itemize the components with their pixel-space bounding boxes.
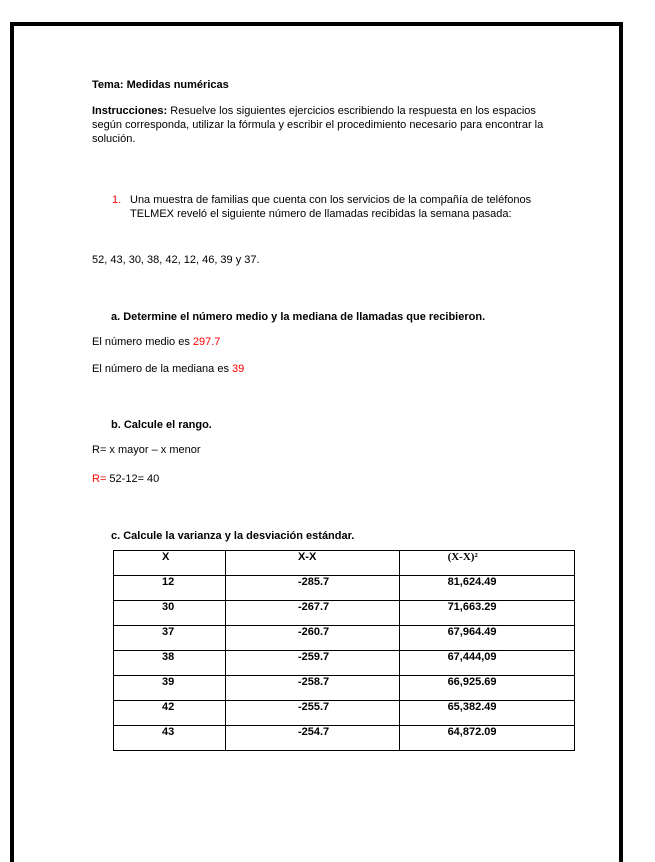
header-x-minus-mean: X-X — [225, 551, 399, 576]
instructions-paragraph — [92, 104, 562, 146]
part-a-heading: a. Determine el número medio y la mediana de llamadas que recibieron. — [111, 311, 486, 323]
cell-squared-deviation: 66,925.69 — [399, 676, 574, 701]
median-line — [92, 362, 244, 376]
cell-deviation: -285.7 — [225, 576, 399, 601]
table-header-row — [114, 551, 575, 576]
problem-1-statement: Una muestra de familias que cuenta con los servicios de la compañía de teléfonos TELMEX reveló el siguiente número de llamadas recibidas la semana pasada: — [130, 194, 532, 220]
cell-deviation: -259.7 — [225, 651, 399, 676]
range-result — [92, 472, 159, 486]
median-label: El número de la mediana es — [92, 363, 233, 375]
range-result-label: R= — [92, 473, 107, 485]
header-x: X — [114, 551, 226, 576]
topic-title: Tema: Medidas numéricas — [92, 79, 229, 91]
table-row — [114, 701, 575, 726]
mean-label: El número medio es — [92, 336, 193, 348]
mean-line — [92, 335, 220, 349]
cell-x: 30 — [114, 601, 226, 626]
cell-x: 38 — [114, 651, 226, 676]
part-b-heading: b. Calcule el rango. — [111, 419, 212, 431]
cell-x: 12 — [114, 576, 226, 601]
instructions-text: Resuelve los siguientes ejercicios escribiendo la respuesta en los espacios según corresponda, utilizar la fórmula y escribir el procedimiento necesario para encontrar la solución. — [92, 105, 544, 145]
data-values: 52, 43, 30, 38, 42, 12, 46, 39 y 37. — [92, 254, 260, 266]
table-row — [114, 676, 575, 701]
mean-value: 297.7 — [192, 336, 221, 348]
cell-squared-deviation: 65,382.49 — [399, 701, 574, 726]
cell-deviation: -255.7 — [225, 701, 399, 726]
cell-x: 37 — [114, 626, 226, 651]
cell-deviation: -267.7 — [225, 601, 399, 626]
cell-deviation: -258.7 — [225, 676, 399, 701]
table-body — [114, 576, 575, 751]
table-row — [114, 651, 575, 676]
table-row — [114, 601, 575, 626]
part-c-heading: c. Calcule la varianza y la desviación estándar. — [111, 530, 355, 542]
cell-x: 39 — [114, 676, 226, 701]
range-result-expr: 52-12= 40 — [106, 473, 160, 485]
table-row — [114, 726, 575, 751]
cell-deviation: -260.7 — [225, 626, 399, 651]
table-row — [114, 626, 575, 651]
range-formula: R= x mayor – x menor — [92, 444, 201, 456]
cell-squared-deviation: 67,964.49 — [399, 626, 574, 651]
cell-squared-deviation: 71,663.29 — [399, 601, 574, 626]
deviation-table — [113, 550, 575, 751]
problem-1-number: 1. — [112, 194, 122, 206]
table-row — [114, 576, 575, 601]
cell-deviation: -254.7 — [225, 726, 399, 751]
cell-x: 43 — [114, 726, 226, 751]
median-value: 39 — [232, 363, 245, 375]
cell-squared-deviation: 64,872.09 — [399, 726, 574, 751]
cell-squared-deviation: 81,624.49 — [399, 576, 574, 601]
header-squared-deviation: (X-X)² — [399, 551, 574, 576]
cell-squared-deviation: 67,444,09 — [399, 651, 574, 676]
instructions-label: Instrucciones: — [92, 105, 168, 117]
cell-x: 42 — [114, 701, 226, 726]
